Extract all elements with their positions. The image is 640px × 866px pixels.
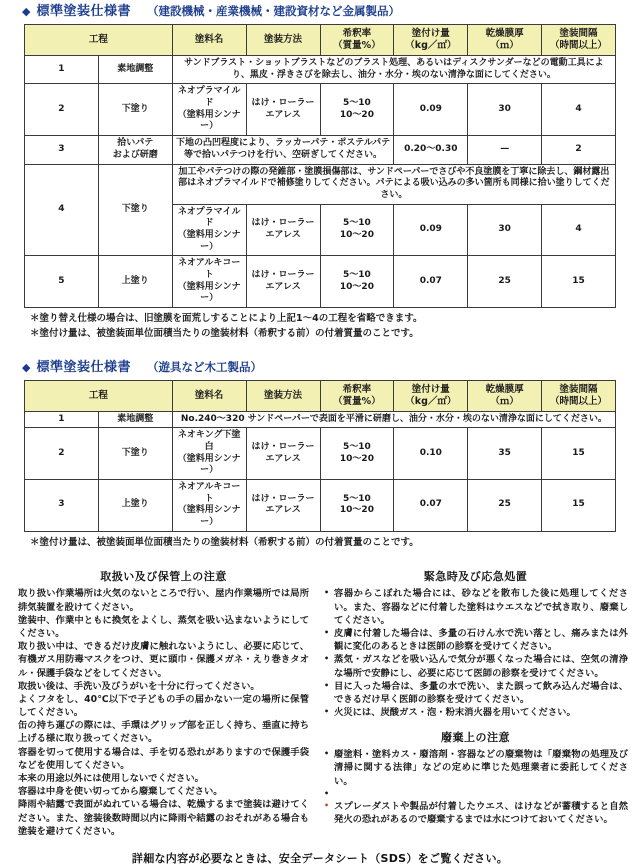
col-header-amount-line1: 塗付け量 (411, 28, 450, 40)
cell-ratio (320, 256, 394, 308)
cell-film: 25 (468, 479, 542, 531)
table-note: ＊塗り替え仕様の場合は、旧塗膜を面荒しすることにより上記1～4の工程を省略できます。 (30, 313, 423, 325)
process-line1: 拾いパテ (117, 138, 154, 149)
col-header-amount-line2: （kg／㎡） (405, 40, 457, 51)
cell-no: 3 (25, 479, 99, 531)
col-header-interval-line1: 塗装間隔 (559, 383, 598, 395)
cell-film: — (468, 136, 542, 164)
cell-film: 30 (468, 204, 542, 256)
cell-amount: 0.10 (394, 428, 468, 480)
paint-name-line1: ネオアルキコート (178, 258, 241, 280)
col-header-film-line2: （ｍ） (490, 40, 519, 51)
list-item: 取り扱い中は、できるだけ皮膚に触れないようにし、必要に応じて、有機ガス用防毒マスクをつけ、更に頭巾・保護メガネ・えり巻きタオル・保護手袋などをしてください。 (18, 641, 310, 679)
section-title: 標準塗装仕様書 (36, 4, 131, 19)
cell-method (246, 256, 320, 308)
cell-process (98, 136, 172, 164)
section-subtitle: （遊具など木工製品） (146, 359, 262, 374)
col-header-amount-line1: 塗付け量 (411, 383, 450, 395)
footer-sds-note: 詳細な内容が必要なときは、安全データシート（SDS）をご覧ください。 (131, 851, 509, 865)
table-row (25, 479, 616, 531)
cell-description: 下地の凸凹程度により、ラッカーパテ・ポステルパテ等で拾いパテつけを行い、空研ぎしてください。 (172, 136, 394, 164)
col-header-ratio-line2: （質量%） (333, 395, 381, 407)
cell-no: 1 (25, 56, 99, 84)
list-item: 本来の用途以外には使用しないでください。 (18, 773, 204, 785)
method-line1: はけ・ローラー (251, 441, 315, 452)
paint-name-line2: （塗料用シンナー） (177, 229, 241, 252)
ratio-line2: 10～20 (339, 109, 374, 120)
disposal-title: 廢棄上の注意 (441, 731, 510, 745)
cell-interval: 4 (542, 204, 616, 256)
section-heading-metal (0, 0, 640, 19)
ratio-line2: 10～20 (339, 453, 374, 464)
cell-process: 上塗り (98, 479, 172, 531)
cell-description: サンドブラスト・ショットブラストなどのブラスト処理、あるいはディスクサンダーなどの電動工具により、黒皮・浮きさびを除去し、油分・水分・埃のない清浄な面にしてください。 (172, 56, 615, 84)
cell-no: 2 (25, 84, 99, 136)
cell-paint-name (172, 428, 246, 480)
cell-amount: 0.07 (394, 256, 468, 308)
list-item: よくフタをし、40℃以下で子どもの手の届かない一定の場所に保管してください。 (18, 693, 310, 719)
col-header-amount (394, 25, 468, 56)
cell-interval: 4 (542, 84, 616, 136)
col-header-film (468, 25, 542, 56)
col-header-film-line1: 乾燥膜厚 (485, 383, 524, 395)
ratio-line2: 10～20 (339, 229, 374, 240)
emergency-disposal-column (323, 568, 628, 838)
cell-paint-name (172, 204, 246, 256)
list-item: 缶の持ち運びの際には、手環はグリップ部を正しく持ち、垂直に持ち上げる様に取り扱ってください。 (18, 720, 310, 745)
col-header-interval-line2: （時間以上） (550, 40, 608, 51)
handling-list (18, 587, 309, 838)
col-header-film-line2: （ｍ） (490, 395, 519, 407)
table-row (25, 256, 616, 308)
table-header-row (25, 25, 616, 56)
cell-film: 35 (468, 428, 542, 480)
ratio-line1: 5～10 (343, 218, 371, 229)
col-header-method: 塗装方法 (246, 25, 320, 56)
ratio-line1: 5～10 (343, 270, 371, 280)
ratio-line1: 5～10 (343, 493, 371, 504)
method-line1: はけ・ローラー (251, 218, 315, 229)
cell-amount: 0.09 (394, 84, 468, 136)
col-header-ratio (320, 380, 394, 411)
section-subtitle: （建設機械・産業機械・建設資材など金属製品） (146, 4, 400, 18)
paint-name-line1: ネオプラマイルド (177, 86, 241, 109)
col-header-film-line1: 乾燥膜厚 (485, 28, 524, 40)
list-item-warning: • スプレーダストや製品が付着したウエス、はけなどが蓄積すると自然発火の恐れがあるので廢棄するまでは水につけておいてください。 (323, 800, 628, 826)
cautions-section (0, 568, 640, 838)
cell-method (246, 428, 320, 480)
method-line1: はけ・ローラー (251, 493, 315, 504)
cell-interval: 15 (542, 256, 616, 308)
cell-process: 上塗り (98, 256, 172, 308)
table-note: ＊塗付け量は、被塗装面単位面積当たりの塗装材料（希釈する前）の付着質量のことです。 (30, 536, 419, 548)
paint-name-line2: （塗料用シンナー） (177, 453, 241, 476)
cell-method (246, 479, 320, 531)
col-header-paint-name: 塗料名 (172, 380, 246, 411)
col-header-film (468, 380, 542, 411)
method-line2: エアレス (265, 229, 301, 240)
list-spacer (323, 788, 628, 800)
cell-no: 2 (25, 428, 99, 480)
cell-description: No.240～320 サンドペーパーで表面を平滑に研磨し、油分・水分・埃のない清浄な面にしてください。 (172, 411, 615, 428)
cell-process: 素地調整 (98, 56, 172, 84)
col-header-ratio-line1: 希釈率 (342, 383, 372, 395)
emergency-title: 緊急時及び応急処置 (423, 570, 528, 584)
list-item: 取り扱い作業場所は火気のないところで行い、屋内作業場所では局所排気装置を設けてください。 (18, 588, 310, 613)
paint-name-line2: （塗料用シンナー） (177, 505, 241, 527)
method-line2: エアレス (265, 453, 301, 464)
cell-ratio (320, 479, 394, 531)
list-item: 塗装中、作業中ともに換気をよくし、蒸気を吸い込まないようにしてください。 (18, 614, 310, 639)
list-item: • 容器からこぼれた場合には、砂などを散布した後に処理してください。また、容器などに付着した塗料はウエスなどで拭き取り、廢棄してください。 (323, 587, 628, 627)
cell-interval: 15 (542, 479, 616, 531)
cell-no: 4 (25, 164, 99, 256)
paint-name-line2: （塗料用シンナー） (177, 281, 241, 304)
paint-name-line1: ネオプラマイルド (177, 206, 241, 229)
col-header-ratio-line2: （質量%） (333, 40, 381, 51)
list-item: • 皮膚に付着した場合は、多量の石けん水で洗い落とし、痛みまたは外観に変化のあるときは医師の診察を受けてください。 (323, 627, 628, 653)
col-header-interval-line1: 塗装間隔 (559, 28, 598, 40)
paint-name-line1: ネオアルキコート (178, 481, 241, 504)
ratio-line2: 10～20 (339, 281, 374, 292)
list-item: • 蒸気・ガスなどを吸い込んで気分が悪くなった場合には、空気の清浄な場所で安静にし、必要に応じて医師の診察を受けてください。 (323, 653, 628, 679)
list-item: 降雨や結露で表面がぬれている場合は、乾燥するまで塗装は避けてください。また、塗装後数時間以内に降雨や結露のおそれがある場合も塗装を避けてください。 (18, 799, 310, 837)
cell-process: 下塗り (98, 164, 172, 256)
method-line2: エアレス (265, 281, 301, 292)
diamond-bullet-icon: ◆ (22, 5, 31, 18)
process-line2: および研磨 (112, 149, 158, 160)
spec-table-wood (24, 380, 616, 532)
cell-paint-name (172, 84, 246, 136)
table-row (25, 84, 616, 136)
method-line2: エアレス (265, 505, 301, 516)
col-header-interval (542, 380, 616, 411)
table-notes-wood (30, 536, 640, 551)
method-line2: エアレス (265, 109, 301, 120)
table-row (25, 428, 616, 480)
cell-process: 下塗り (98, 428, 172, 480)
col-header-process: 工程 (25, 25, 173, 56)
section-title: 標準塗装仕様書 (36, 359, 131, 375)
cell-no: 3 (25, 136, 99, 164)
list-item: • 目に入った場合は、多量の水で洗い、また誤って飲み込んだ場合は、できるだけ早く医師の診察を受けてください。 (323, 680, 628, 706)
cell-amount: 0.20～0.30 (394, 136, 468, 164)
paint-name-line1: ネオキング下塗白 (177, 430, 241, 452)
cell-ratio (320, 84, 394, 136)
col-header-amount-line2: （kg／㎡） (405, 395, 457, 407)
col-header-paint-name: 塗料名 (172, 25, 246, 56)
cell-amount: 0.07 (394, 479, 468, 531)
table-notes-metal (30, 312, 640, 341)
table-row (25, 411, 616, 428)
cell-no: 5 (25, 256, 99, 308)
paint-name-line2: （塗料用シンナー） (177, 109, 241, 132)
col-header-interval (542, 25, 616, 56)
handling-title: 取扱い及び保管上の注意 (100, 570, 227, 584)
cell-method (246, 204, 320, 256)
cell-interval: 15 (542, 428, 616, 480)
cell-process: 素地調整 (98, 411, 172, 428)
cell-ratio (320, 204, 394, 256)
col-header-ratio (320, 25, 394, 56)
list-item: 容器を切って使用する場合は、手を切る恐れがありますので保護手袋などを使用してください。 (18, 746, 310, 771)
table-row (25, 56, 616, 84)
table-row (25, 136, 616, 164)
table-row (25, 164, 616, 204)
col-header-method: 塗装方法 (246, 380, 320, 411)
spec-table-metal (24, 24, 616, 308)
table-note: ＊塗付け量は、被塗装面単位面積当たりの塗装材料（希釈する前）の付着質量のことです。 (30, 327, 419, 339)
cell-paint-name (172, 479, 246, 531)
list-item: 取扱い後は、手洗い及びうがいを十分に行ってください。 (18, 680, 260, 692)
list-item: • 廢塗料・塗料カス・廢溶剤・容器などの廢棄物は「廢棄物の処理及び清掃に関する法律」などの定めに準じた処理業者に委託してください。 (323, 748, 628, 788)
ratio-line1: 5～10 (343, 98, 371, 109)
section-heading-wood (0, 356, 640, 375)
handling-column (18, 568, 309, 838)
cell-ratio (320, 428, 394, 480)
cell-no: 1 (25, 411, 99, 428)
table-header-row (25, 380, 616, 411)
list-item: 容器は中身を使い切ってから廢棄してください。 (18, 786, 223, 798)
col-header-interval-line2: （時間以上） (550, 395, 608, 407)
ratio-line1: 5～10 (343, 441, 371, 452)
disposal-list (323, 748, 628, 826)
method-line1: はけ・ローラー (251, 98, 315, 109)
cell-film: 30 (468, 84, 542, 136)
method-line1: はけ・ローラー (251, 270, 315, 280)
diamond-bullet-icon: ◆ (22, 360, 31, 374)
cell-description: 加工やパテつけの際の発錐部・塗膜損傷部は、サンドペーパーでさびや不良塗膜を丁寧に除去し、鋼材露出部はネオプラマイルドで補修塗りしてください。パテによる吸い込みの多い箇所も同様に拾い塗りしてください。 (172, 164, 615, 204)
list-item: • 火災には、炭酸ガス・泡・粉末消火器を用いてください。 (323, 706, 628, 719)
col-header-amount (394, 380, 468, 411)
cell-method (246, 84, 320, 136)
cell-interval: 2 (542, 136, 616, 164)
cell-process: 下塗り (98, 84, 172, 136)
emergency-list (323, 587, 628, 719)
col-header-ratio-line1: 希釈率 (342, 28, 372, 40)
ratio-line2: 10～20 (339, 505, 374, 516)
spacer (0, 342, 640, 356)
cell-paint-name (172, 256, 246, 308)
cell-amount: 0.09 (394, 204, 468, 256)
col-header-process: 工程 (25, 380, 173, 411)
cell-film: 25 (468, 256, 542, 308)
